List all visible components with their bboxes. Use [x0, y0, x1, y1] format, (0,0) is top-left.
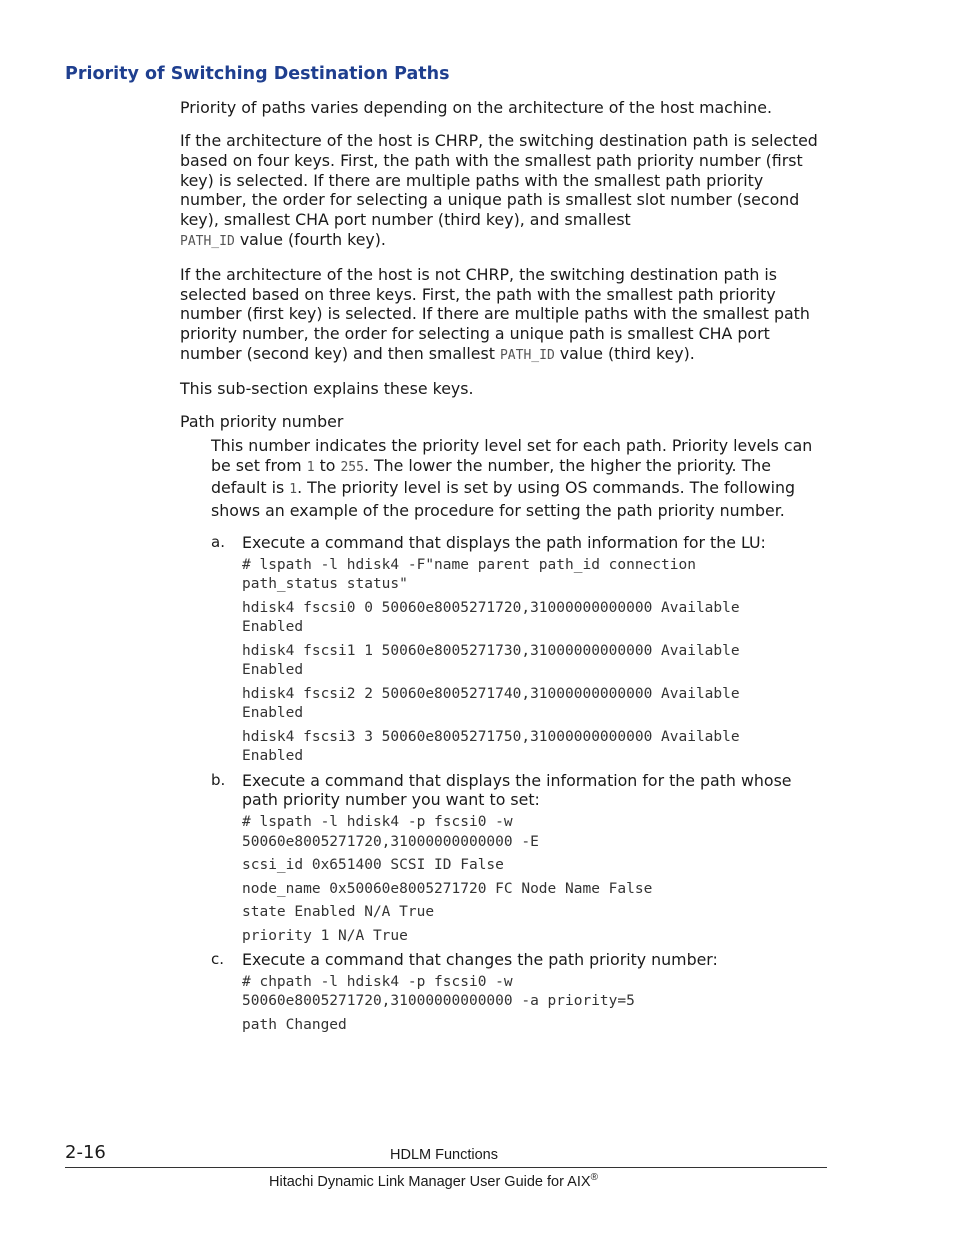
- intro-paragraph: Priority of paths varies depending on the architecture of the host machine.: [180, 98, 772, 117]
- term-min-value: 1: [306, 460, 315, 476]
- code-line: state Enabled N/A True: [242, 904, 435, 921]
- term-desc-1: This number indicates the priority level set for each path. Priority levels can be set from: [211, 435, 813, 476]
- non-chrp-path-id-code: PATH_ID: [499, 347, 555, 363]
- term-desc-3: . The lower the number, the higher the priority. The default is: [211, 456, 771, 498]
- step-letter: a.: [211, 533, 225, 552]
- step-text: Execute a command that displays the information for the path whose path priority number you want to set:: [242, 770, 792, 810]
- chrp-path-id-code: PATH_ID: [180, 233, 235, 249]
- chrp-text-2: value (fourth key).: [234, 229, 386, 249]
- term-default-value: 1: [289, 482, 298, 498]
- code-line: hdisk4 fscsi0 0 50060e8005271720,31000000000000 Available Enabled: [242, 599, 740, 636]
- step-text: Execute a command that displays the path information for the LU:: [242, 533, 766, 553]
- trademark-symbol: ®: [590, 1172, 598, 1183]
- term-definition: [211, 436, 831, 521]
- code-line: hdisk4 fscsi2 2 50060e8005271740,31000000000000 Available Enabled: [242, 685, 740, 722]
- term-desc-2: to: [314, 456, 341, 476]
- code-line: # lspath -l hdisk4 -F"name parent path_id connection path_status status": [242, 556, 696, 593]
- section-heading: Priority of Switching Destination Paths: [65, 64, 450, 84]
- step-c: [211, 950, 830, 1035]
- step-text: Execute a command that changes the path priority number:: [242, 950, 718, 970]
- code-line: # chpath -l hdisk4 -p fscsi0 -w 50060e8005271720,31000000000000 -a priority=5: [242, 973, 635, 1010]
- code-line: scsi_id 0x651400 SCSI ID False: [242, 857, 504, 874]
- code-line: node_name 0x50060e8005271720 FC Node Name False: [242, 880, 653, 897]
- non-chrp-text-1: If the architecture of the host is not CHRP, the switching destination path is selected based on three keys. First, the path with the smallest path priority number (first key) is selected. If there are multiple paths with the smallest path priority number, the order for selecting a unique path is smallest CHA port number (second key) and then smallest: [180, 264, 810, 363]
- footer-divider: [65, 1167, 827, 1168]
- chrp-paragraph: [180, 131, 830, 251]
- non-chrp-text-2: value (third key).: [554, 343, 695, 363]
- code-line: hdisk4 fscsi3 3 50060e8005271750,31000000000000 Available Enabled: [242, 728, 740, 765]
- chrp-text-1: If the architecture of the host is CHRP, the switching destination path is selected based on four keys. First, the path with the smallest path priority number (first key) is selected. If there are multiple paths with the smallest path priority number, the order for selecting a unique path is smallest slot number (second key), smallest CHA port number (third key), and smallest: [180, 131, 818, 230]
- footer-book-title: [269, 1172, 598, 1190]
- non-chrp-paragraph: [180, 265, 830, 366]
- footer-page-number: 2-16: [65, 1142, 106, 1163]
- subsection-note: This sub-section explains these keys.: [180, 378, 474, 398]
- step-letter: c.: [211, 950, 225, 969]
- term-desc-4: . The priority level is set by using OS commands. The following shows an example of the procedure for setting the path priority number.: [211, 478, 796, 520]
- term-title: Path priority number: [180, 412, 344, 432]
- section-body: [180, 98, 830, 1039]
- code-line: path Changed: [242, 1016, 347, 1033]
- footer-book-title-text: Hitachi Dynamic Link Manager User Guide for AIX: [269, 1173, 591, 1190]
- footer-section-name: HDLM Functions: [390, 1147, 498, 1163]
- code-line: priority 1 N/A True: [242, 927, 408, 944]
- code-line: # lspath -l hdisk4 -p fscsi0 -w 50060e8005271720,31000000000000 -E: [242, 814, 539, 850]
- step-a: [211, 533, 830, 767]
- code-line: hdisk4 fscsi1 1 50060e8005271730,31000000000000 Available Enabled: [242, 642, 740, 679]
- term-max-value: 255: [340, 460, 364, 476]
- step-b: [211, 771, 830, 946]
- step-letter: b.: [211, 770, 226, 789]
